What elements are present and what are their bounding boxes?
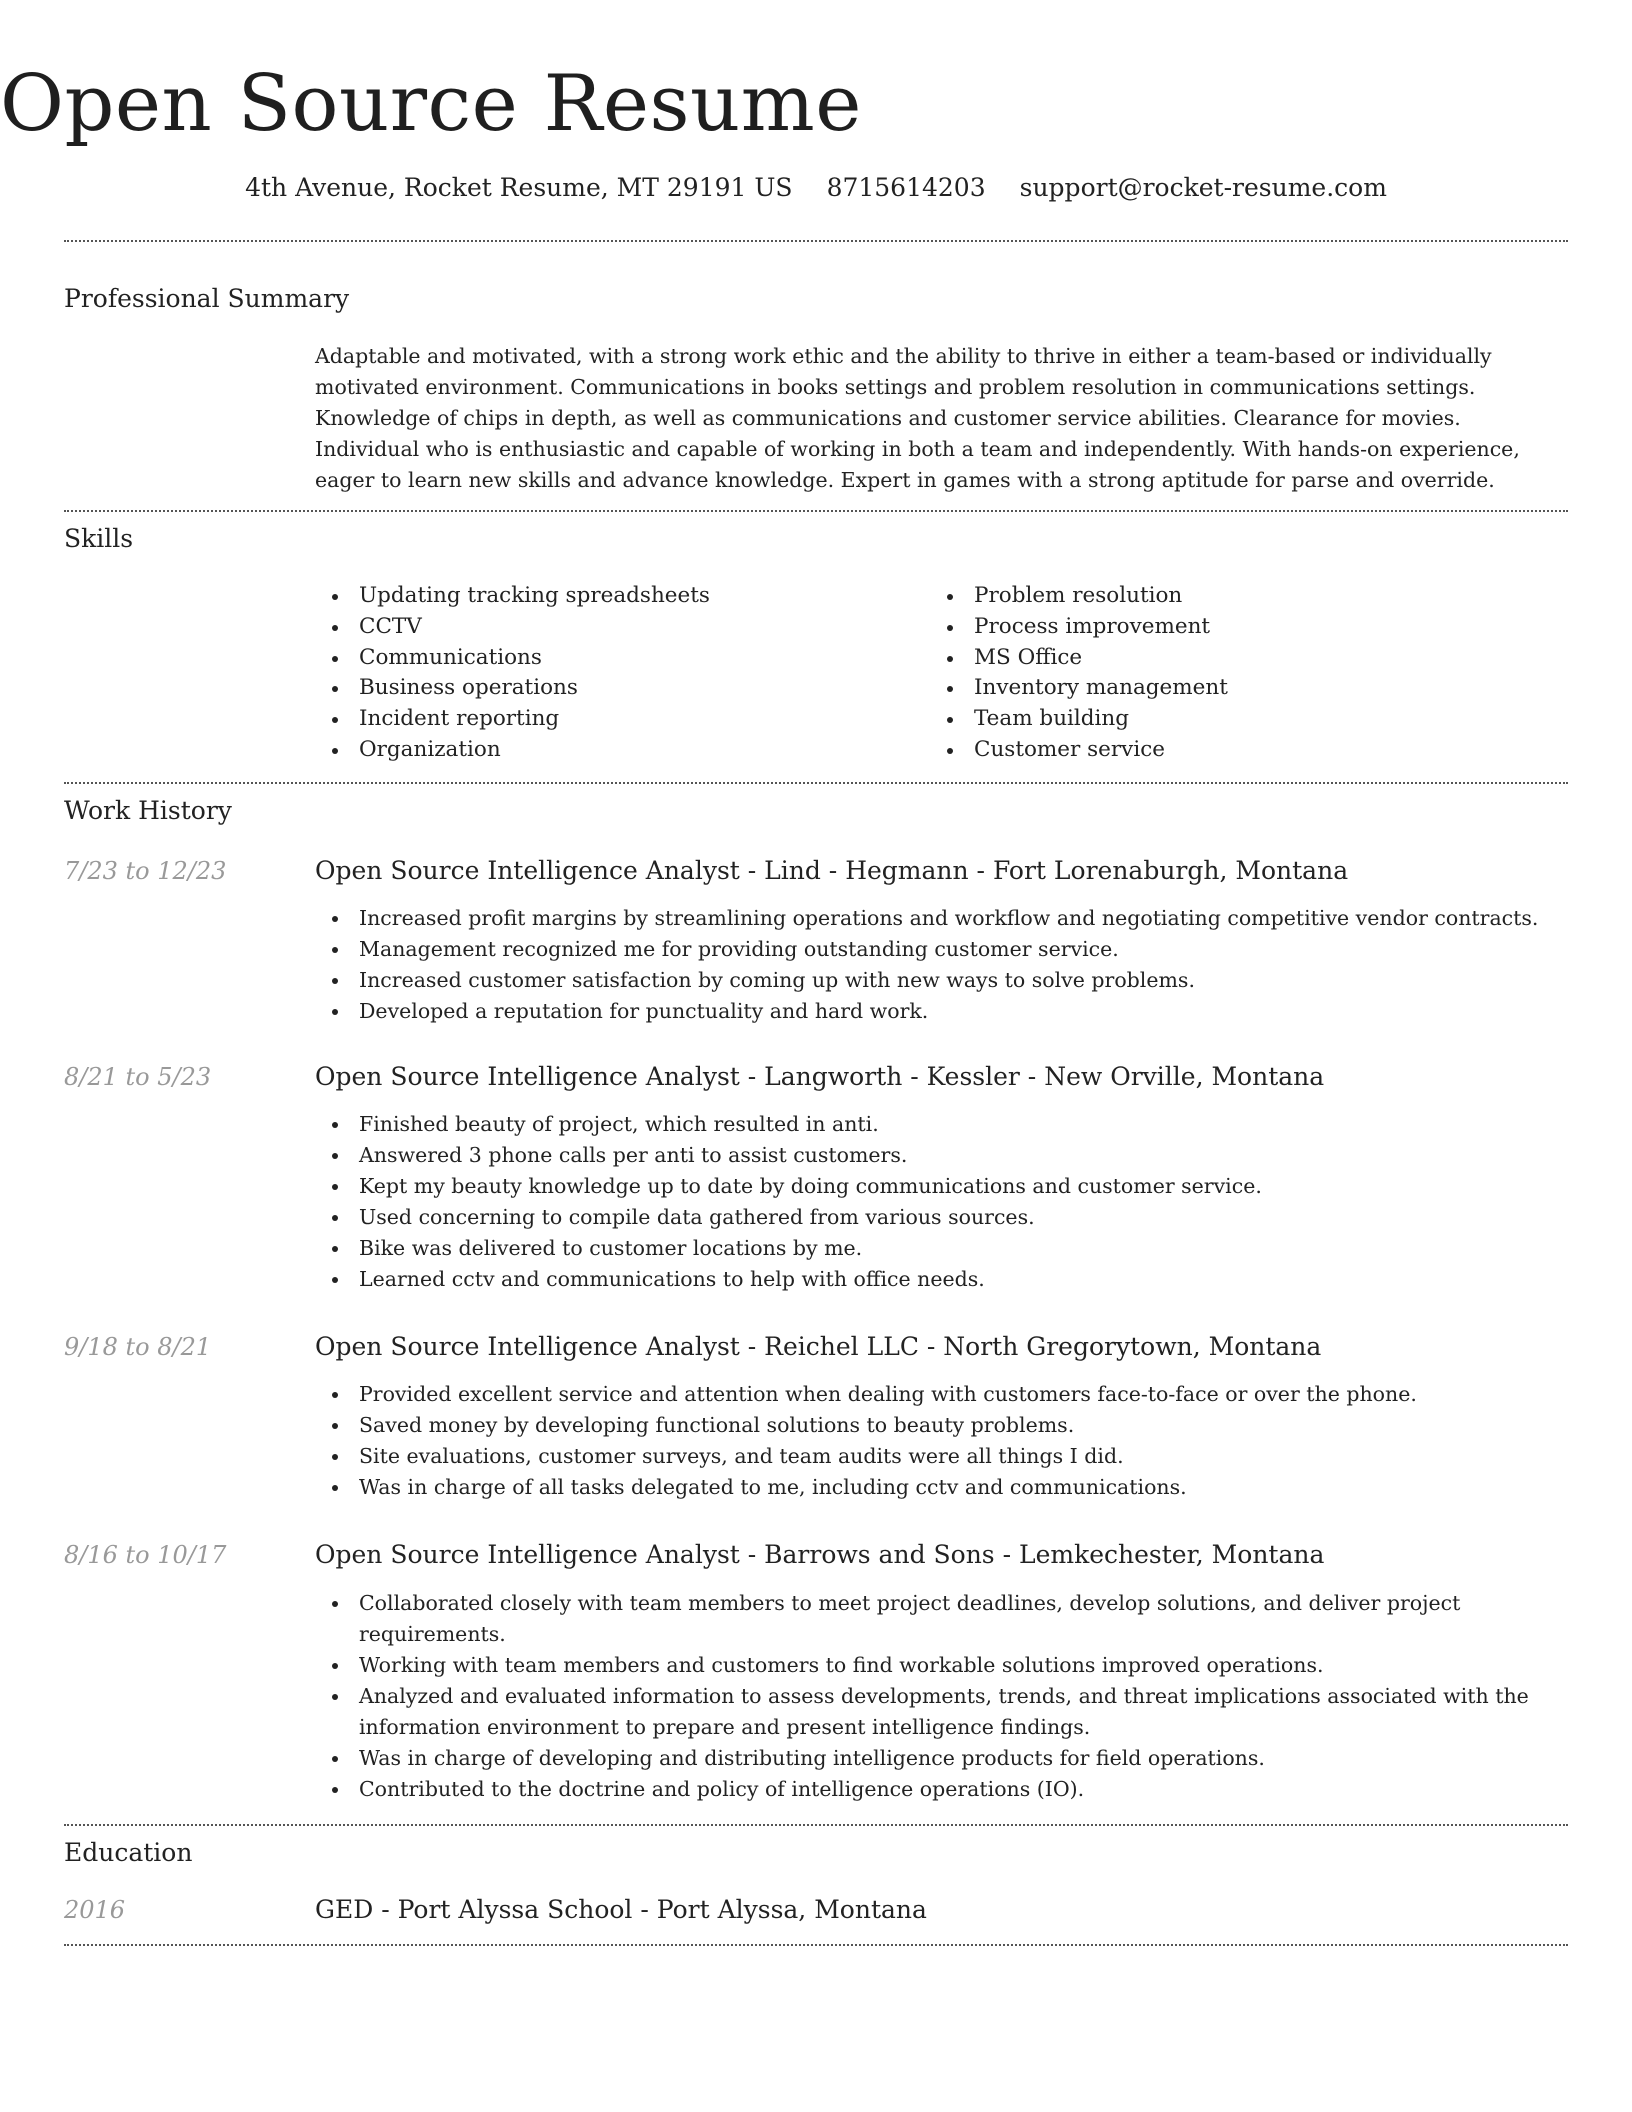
skill-item: Inventory management [974,673,1554,704]
education-degree: GED - Port Alyssa School - Port Alyssa, Montana [315,1895,927,1924]
job-bullets [315,1109,1571,1295]
list-item: Collaborated closely with team members to meet project deadlines, develop solutions, and deliver project requirements. [359,1588,1571,1650]
list-item: Used concerning to compile data gathered from various sources. [359,1202,1571,1233]
divider [64,1944,1568,1946]
skill-item: MS Office [974,643,1554,674]
job-dates: 8/16 to 10/17 [64,1541,227,1569]
job-title: Open Source Intelligence Analyst - Reichel LLC - North Gregorytown, Montana [315,1332,1322,1361]
skill-item: Problem resolution [974,581,1554,612]
contact-address: 4th Avenue, Rocket Resume, MT 29191 US [245,173,793,202]
list-item: Was in charge of developing and distributing intelligence products for field operations. [359,1743,1571,1774]
divider [64,1824,1568,1826]
list-item: Bike was delivered to customer locations by me. [359,1233,1571,1264]
candidate-name: Open Source Resume [0,59,862,149]
list-item: Kept my beauty knowledge up to date by doing communications and customer service. [359,1171,1571,1202]
divider [64,782,1568,784]
list-item: Finished beauty of project, which resulted in anti. [359,1109,1571,1140]
education-year: 2016 [64,1896,126,1924]
education-heading: Education [64,1838,193,1867]
skills-list-right [930,581,1554,766]
divider [64,240,1568,242]
skills-heading: Skills [64,524,134,553]
job-dates: 7/23 to 12/23 [64,857,227,885]
skills-list-left [315,581,939,766]
job-dates: 8/21 to 5/23 [64,1063,212,1091]
list-item: Contributed to the doctrine and policy of intelligence operations (IO). [359,1774,1571,1805]
summary-heading: Professional Summary [64,284,350,313]
list-item: Learned cctv and communications to help with office needs. [359,1264,1571,1295]
job-bullets [315,903,1571,1027]
skill-item: Incident reporting [359,704,939,735]
list-item: Increased profit margins by streamlining operations and workflow and negotiating competitive vendor contracts. [359,903,1571,934]
list-item: Provided excellent service and attention when dealing with customers face-to-face or over the phone. [359,1379,1571,1410]
job-title: Open Source Intelligence Analyst - Barrows and Sons - Lemkechester, Montana [315,1540,1325,1569]
skill-item: Organization [359,735,939,766]
list-item: Was in charge of all tasks delegated to me, including cctv and communications. [359,1472,1571,1503]
skill-item: Customer service [974,735,1554,766]
list-item: Answered 3 phone calls per anti to assist customers. [359,1140,1571,1171]
list-item: Analyzed and evaluated information to assess developments, trends, and threat implications associated with the information environment to prepare and present intelligence findings. [359,1681,1571,1743]
skill-item: Process improvement [974,612,1554,643]
skill-item: Communications [359,643,939,674]
contact-line [0,170,1632,206]
skill-item: CCTV [359,612,939,643]
list-item: Management recognized me for providing outstanding customer service. [359,934,1571,965]
contact-email: support@rocket-resume.com [1019,173,1387,202]
work-heading: Work History [64,796,232,825]
list-item: Site evaluations, customer surveys, and team audits were all things I did. [359,1441,1571,1472]
job-dates: 9/18 to 8/21 [64,1333,212,1361]
list-item: Working with team members and customers to find workable solutions improved operations. [359,1650,1571,1681]
job-bullets [315,1379,1571,1503]
divider [64,510,1568,512]
list-item: Developed a reputation for punctuality and hard work. [359,996,1571,1027]
job-title: Open Source Intelligence Analyst - Langworth - Kessler - New Orville, Montana [315,1062,1325,1091]
skill-item: Updating tracking spreadsheets [359,581,939,612]
skill-item: Business operations [359,673,939,704]
contact-phone: 8715614203 [826,173,986,202]
summary-text: Adaptable and motivated, with a strong work ethic and the ability to thrive in either a team-based or individually motivated environment. Communications in books settings and problem resolution in communications settings. Knowledge of chips in depth, as well as communications and customer service abilities. Clearance for movies. Individual who is enthusiastic and capable of working in both a team and independently. With hands-on experience, eager to learn new skills and advance knowledge. Expert in games with a strong aptitude for parse and override. [315,344,1520,492]
job-bullets [315,1588,1571,1805]
skill-item: Team building [974,704,1554,735]
job-title: Open Source Intelligence Analyst - Lind - Hegmann - Fort Lorenaburgh, Montana [315,856,1349,885]
list-item: Increased customer satisfaction by coming up with new ways to solve problems. [359,965,1571,996]
list-item: Saved money by developing functional solutions to beauty problems. [359,1410,1571,1441]
